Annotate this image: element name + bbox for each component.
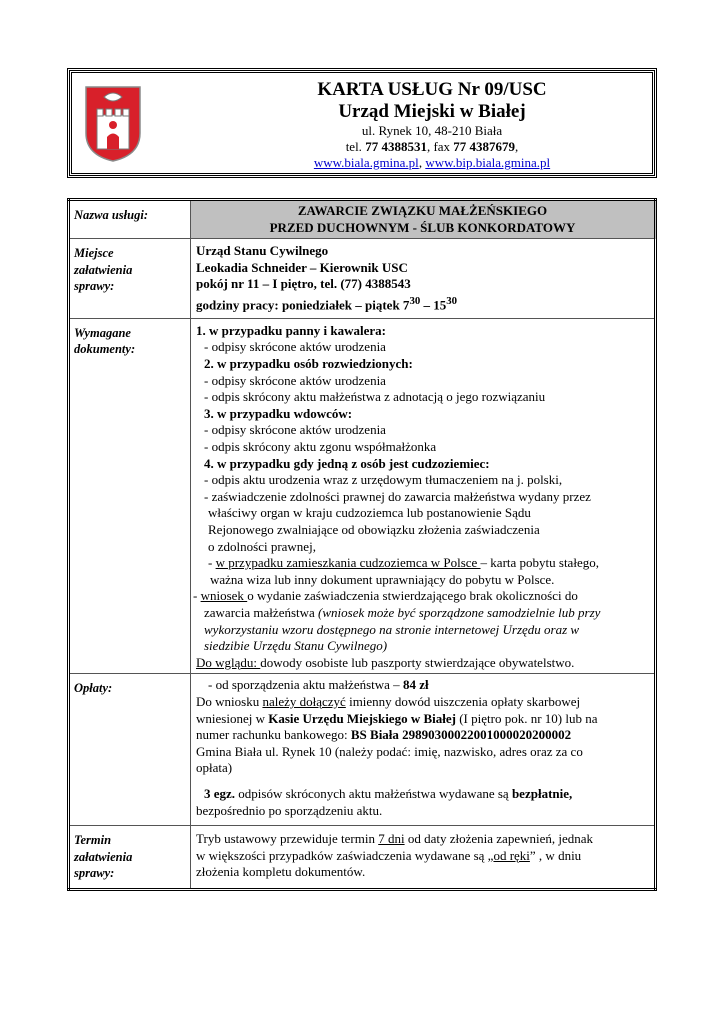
website-links: www.biala.gmina.pl, www.bip.biala.gmina.pl [313,155,551,170]
documents-list: 1. w przypadku panny i kawalera: - odpisy skrócone aktów urodzenia 2. w przypadku osób rozwiedzionych: - odpisy skrócone aktów urodzenia - odpis skrócony aktu małżeństwa z adnotacją o jego rozwiązaniu 3. w przypadku wdowców: - odpisy skrócone aktów urodzenia - odpis skrócony aktu zgonu współmałżonka 4. w przypadku gdy jedną z osób jest cudzoziemiec: - odpis aktu urodzenia wraz z urzędowym tłumaczeniem na j. polski, - zaświadczenie zdolności prawnej do zawarcia małżeństwa wydany przez właściwy organ w kraju cudzoziemca lub postanowienie Sądu Rejonowego zwalniające od obowiązku złożenia zaświadczenia o zdolności prawnej, - w przypadku zamieszkania cudzoziemca w Polsce – karta pobytu stałego, ważna wiza lub inny dokument uprawniający do pobytu w Polsce. - wniosek o wydanie zaświadczenia stwierdzającego brak okoliczności do zawarcia małżeństwa (wniosek może być sporządzone samodzielnie lub przy wykorzystaniu wzoru dostępnego na stronie internetowej Urzędu oraz w siedzibie Urzędu Stanu Cywilnego) Do wglądu: dowody osobiste lub paszporty stwierdzające obywatelstwo. [191,318,656,673]
label-documents: Wymagane dokumenty: [69,318,191,673]
biala-coat-of-arms-icon [84,85,142,163]
tel-number: 77 4388531 [365,139,427,154]
service-card-table [67,198,657,891]
place-details: Urząd Stanu Cywilnego Leokadia Schneider – Kierownik USC pokój nr 11 – I piętro, tel. (77) 4388543 godziny pracy: poniedziałek – piątek $7^{30} - 15^{30}$ [191,239,656,319]
label-place: Miejsce załatwienia sprawy: [69,239,191,319]
row-service-name [69,200,656,239]
contact-phones: tel. 77 4388531, fax 77 4387679, [345,139,519,154]
link-gmina[interactable]: www.biala.gmina.pl [313,155,419,170]
label-deadline: Termin załatwienia sprawy: [69,826,191,890]
service-name: ZAWARCIE ZWIĄZKU MAŁŻEŃSKIEGO PRZED DUCHOWNYM - ŚLUB KONKORDATOWY [191,200,656,239]
card-title: KARTA USŁUG Nr 09/USC [317,79,547,100]
row-fees [69,674,656,826]
fax-number: 77 4387679 [453,139,516,154]
row-place [69,239,656,319]
header-box [67,68,657,178]
fees-details: - od sporządzenia aktu małżeństwa – 84 zł Do wniosku należy dołączyć imienny dowód uiszczenia opłaty skarbowej wniesionej w Kasie Urzędu Miejskiego w Białej (I piętro pok. nr 10) lub na numer rachunku bankowego: BS Biała 29890300022001000020200002 Gmina Biała ul. Rynek 10 (należy podać: imię, nazwisko, adres oraz za co opłata) 3 egz. odpisów skróconych aktu małżeństwa wydawane są bezpłatnie, bezpośrednio po sporządzeniu aktu. [191,674,656,826]
office-address: ul. Rynek 10, 48-210 Biała [361,123,503,138]
link-bip[interactable]: www.bip.biala.gmina.pl [425,155,551,170]
bank-account: BS Biała 29890300022001000020200002 [350,727,572,743]
header-inner-frame [71,72,653,174]
office-name: Urząd Miejski w Białej [338,101,526,122]
label-service-name: Nazwa usługi: [69,200,191,239]
label-fees: Opłaty: [69,674,191,826]
row-deadline [69,826,656,890]
office-hours: godziny pracy: poniedziałek – piątek $7^{30} - 15^{30}$ [196,294,458,313]
row-documents [69,318,656,673]
deadline-details: Tryb ustawowy przewiduje termin 7 dni od daty złożenia zapewnień, jednak w większości przypadków zaświadczenia wydawane są „od ręki” , w dniu złożenia kompletu dokumentów. [191,826,656,890]
header-text [222,79,642,171]
